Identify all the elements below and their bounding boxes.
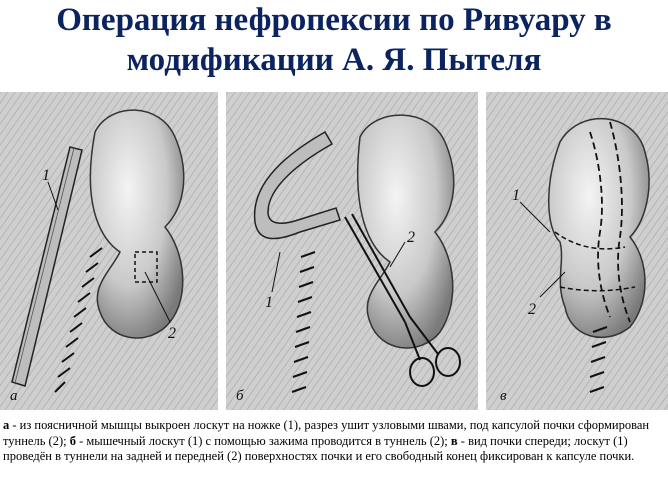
label-b-1: 1 [265,294,273,311]
label-c-1: 1 [512,187,520,204]
caption-text-a: - из поясничной мышцы выкроен лоскут на ножке (1), разрез ушит узловыми швами, под капсулой почки сформирован туннель (2); [3,418,650,448]
nephropexy-illustration [0,92,668,410]
caption-key-b: б [69,433,76,448]
panel-letter-b: б [236,388,244,404]
label-a-1: 1 [42,167,50,184]
kidney-c [549,119,649,338]
caption-text-c: - вид почки спереди; лоскут (1) проведён в туннели на задней и передней (2) поверхностях почки и его свободный конец фиксирован к капсуле почки. [3,433,635,463]
panel-a [0,92,218,410]
title-line-1: Операция нефропексии по Ривуару в [56,2,612,38]
slide-title [0,0,668,80]
caption-text-b: - мышечный лоскут (1) с помощью зажима проводится в туннель (2); [75,433,451,448]
figure-caption [3,418,665,465]
label-b-2: 2 [407,229,415,246]
title-line-2: модификации А. Я. Пытеля [126,42,542,78]
panel-c [486,92,668,410]
label-a-2: 2 [168,325,176,342]
caption-key-c: в [450,433,458,448]
illustration [0,92,668,410]
panel-letter-a: а [10,388,18,404]
panel-b [226,92,478,410]
panel-letter-c: в [500,388,507,404]
caption-key-a: а [3,418,10,432]
label-c-2: 2 [528,301,536,318]
